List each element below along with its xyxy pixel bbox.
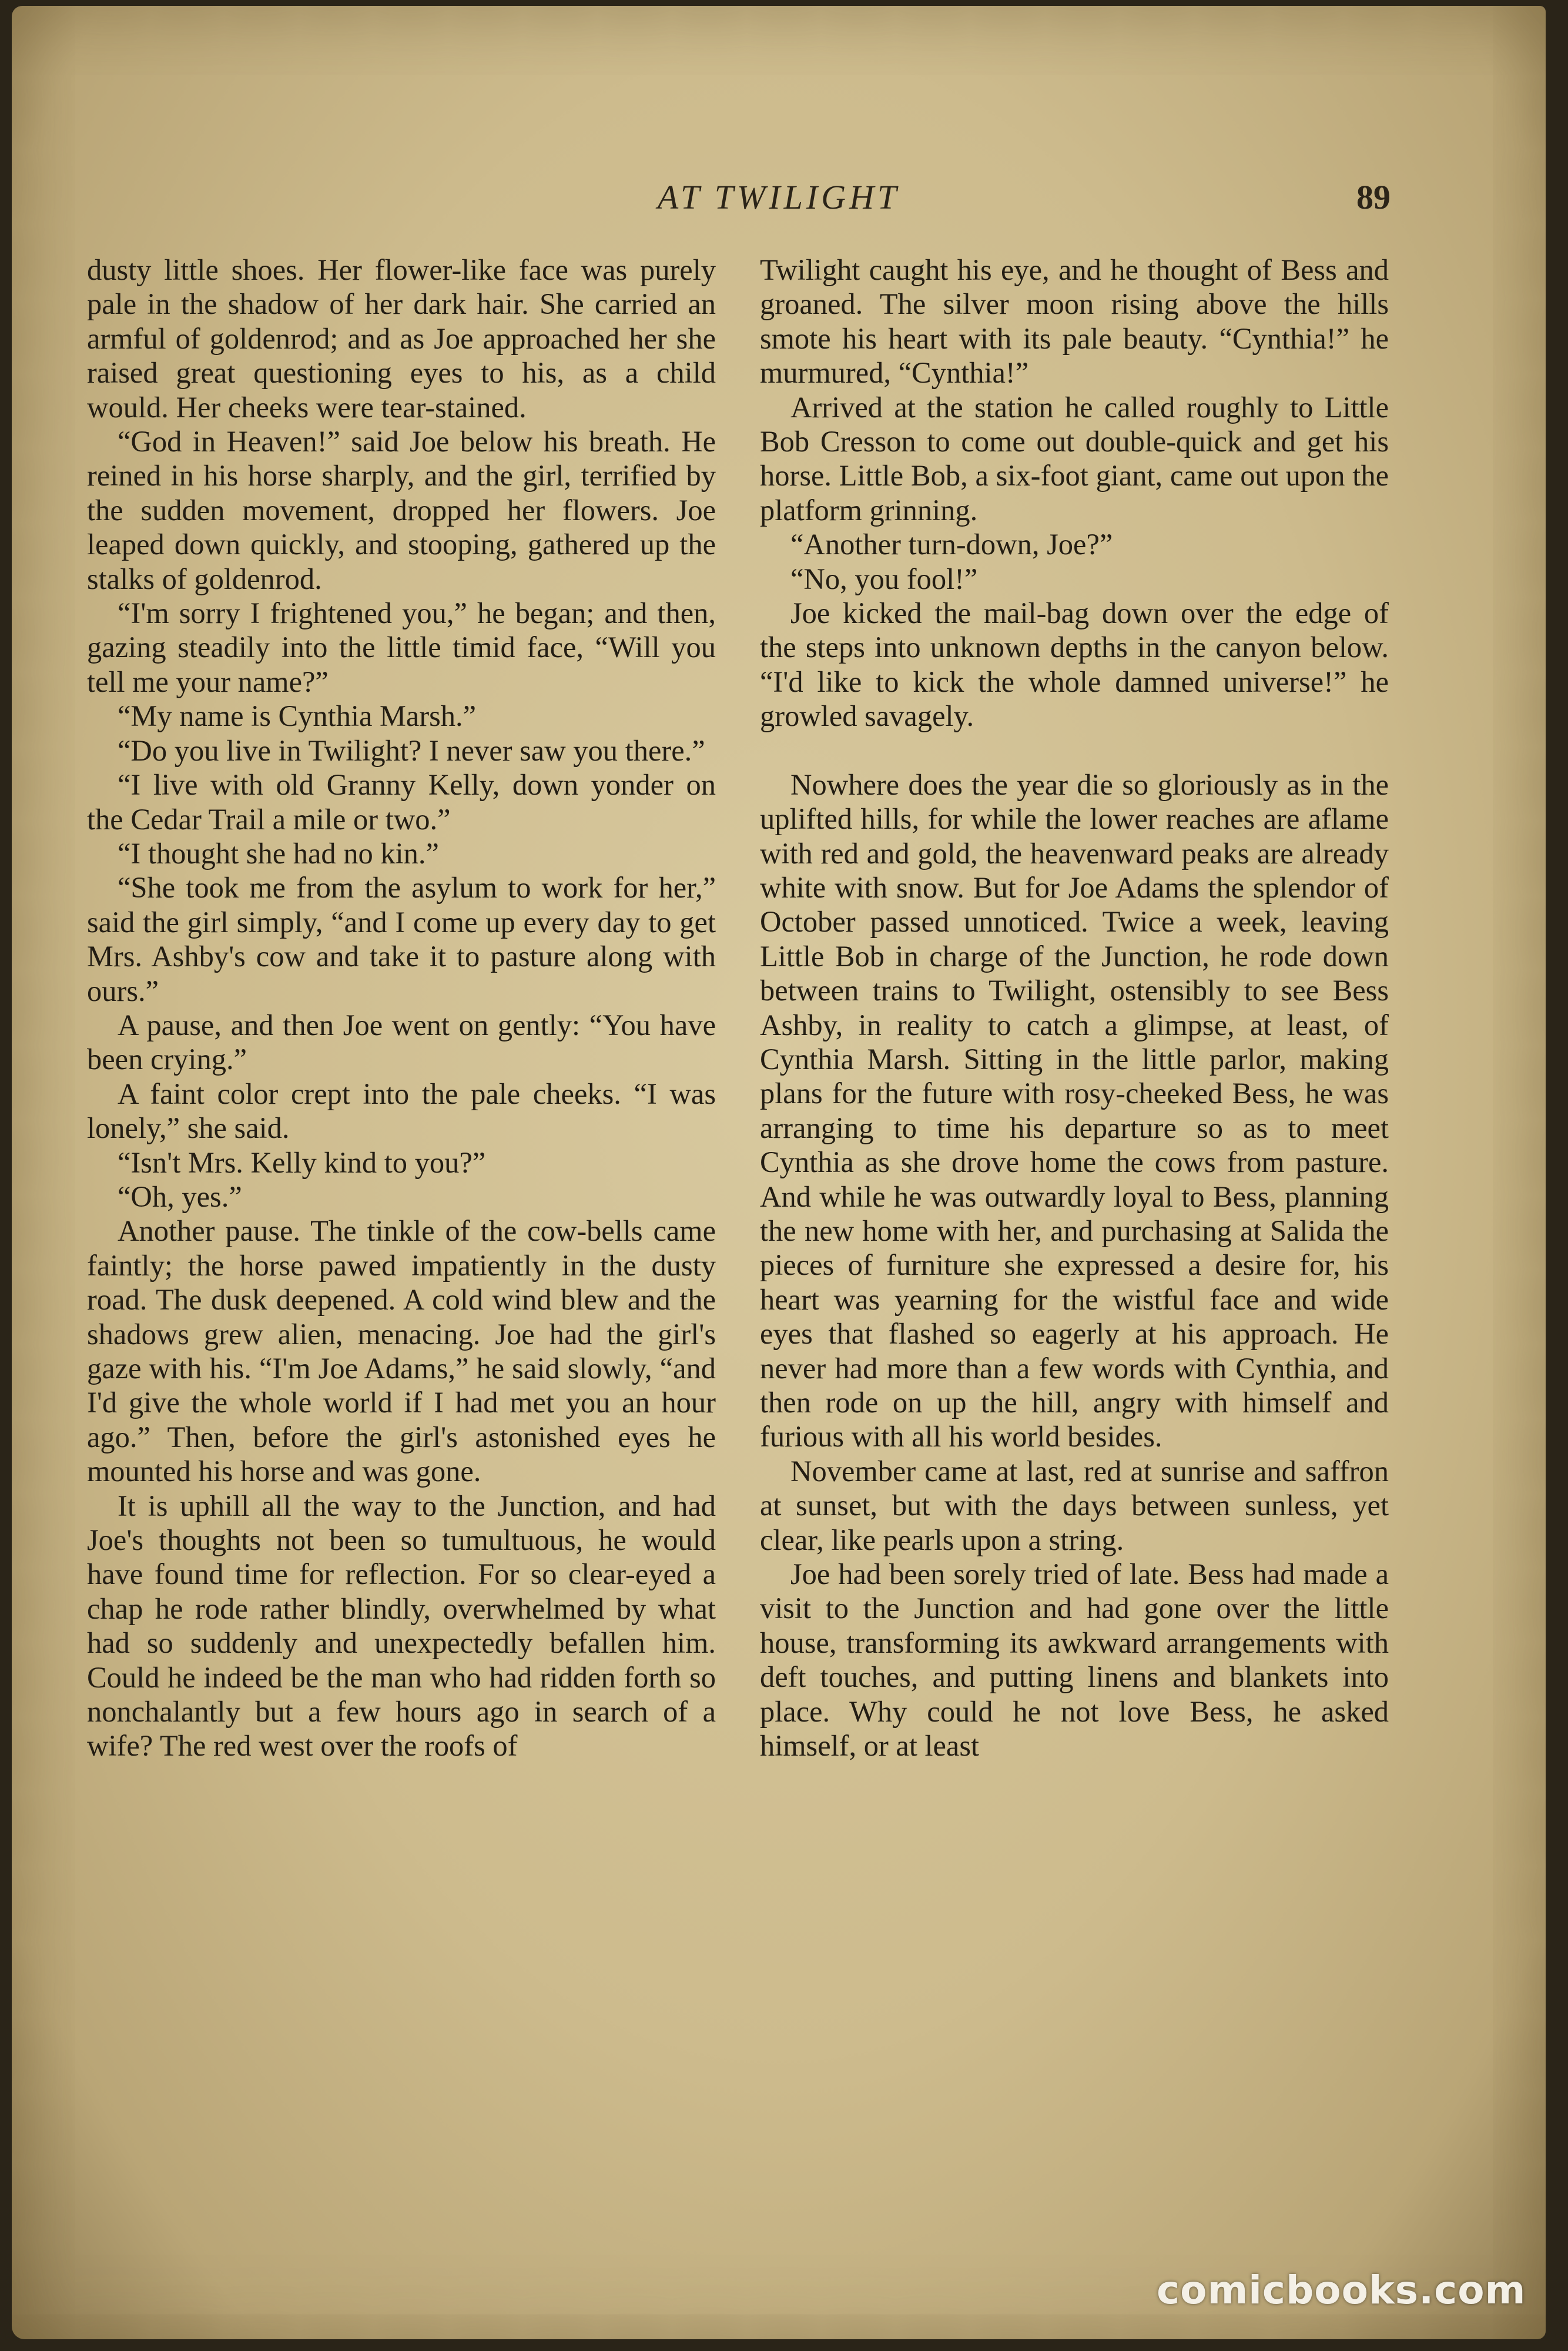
paragraph: dusty little shoes. Her flower-like face was purely pale in the shadow of her dark hair. She carried an armful of goldenrod; and as Joe approached her she raised great questioning eyes to his, as a child would. Her cheeks were tear-stained.: [87, 253, 716, 424]
site-watermark: comicbooks.com: [1157, 2268, 1526, 2313]
paragraph: “My name is Cynthia Marsh.”: [118, 699, 477, 733]
paragraph: “I live with old Granny Kelly, down yonder on the Cedar Trail a mile or two.”: [87, 768, 716, 836]
paragraph: It is uphill all the way to the Junction, and had Joe's thoughts not been so tumultuous, he would have found time for reflection. For so clear-eyed a chap he rode rather blindly, overwhelmed by what had so suddenly and unexpectedly befallen him. Could he indeed be the man who had ridden forth so nonchalantly but a few hours ago in search of a wife? The red west over the roofs of: [87, 1489, 716, 1763]
paragraph: “Oh, yes.”: [118, 1180, 242, 1213]
paragraph: Arrived at the station he called roughly to Little Bob Cresson to come out double-quick and get his horse. Little Bob, a six-foot giant, came out upon the platform grinning.: [760, 390, 1389, 527]
paragraph: Joe kicked the mail-bag down over the edge of the steps into unknown depths in the canyon below. “I'd like to kick the whole damned universe!” he growled savagely.: [760, 597, 1389, 733]
paragraph: “She took me from the asylum to work for her,” said the girl simply, “and I come up every day to get Mrs. Ashby's cow and take it to pasture along with ours.”: [87, 871, 716, 1007]
paragraph: “No, you fool!”: [790, 562, 978, 595]
paragraph: Another pause. The tinkle of the cow-bells came faintly; the horse pawed impatiently in the dusty road. The dusk deepened. A cold wind blew and the shadows grew alien, menacing. Joe had the girl's gaze with his. “I'm Joe Adams,” he said slowly, “and I'd give the whole world if I had met you an hour ago.” Then, before the girl's astonished eyes he mounted his horse and was gone.: [87, 1214, 716, 1488]
left-column: [87, 253, 716, 1763]
book-page: [12, 6, 1546, 2339]
page-number: 89: [1356, 178, 1391, 216]
paragraph: “Another turn-down, Joe?”: [790, 528, 1113, 561]
paragraph: “I thought she had no kin.”: [118, 836, 439, 870]
right-column: [760, 253, 1389, 1763]
paragraph: November came at last, red at sunrise and saffron at sunset, but with the days between sunless, yet clear, like pearls upon a string.: [760, 1454, 1389, 1556]
paragraph: “I'm sorry I frightened you,” he began; and then, gazing steadily into the little timid face, “Will you tell me your name?”: [87, 597, 716, 698]
paragraph: “Isn't Mrs. Kelly kind to you?”: [118, 1146, 486, 1179]
paragraph: “God in Heaven!” said Joe below his breath. He reined in his horse sharply, and the girl, terrified by the sudden movement, dropped her flowers. Joe leaped down quickly, and stooping, gathered up the stalks of goldenrod.: [87, 425, 716, 595]
paragraph: A faint color crept into the pale cheeks. “I was lonely,” she said.: [87, 1077, 716, 1145]
paragraph: Joe had been sorely tried of late. Bess had made a visit to the Junction and had gone over the little house, transforming its awkward arrangements with deft touches, and putting linens and blankets into place. Why could he not love Bess, he asked himself, or at least: [760, 1558, 1389, 1763]
running-head: AT TWILIGHT: [657, 178, 900, 216]
paragraph: “Do you live in Twilight? I never saw you there.”: [118, 734, 705, 767]
paragraph: Twilight caught his eye, and he thought of Bess and groaned. The silver moon rising above the hills smote his heart with its pale beauty. “Cynthia!” he murmured, “Cynthia!”: [760, 253, 1389, 390]
paragraph: Nowhere does the year die so gloriously as in the uplifted hills, for while the lower reaches are aflame with red and gold, the heavenward peaks are already white with snow. But for Joe Adams the splendor of October passed unnoticed. Twice a week, leaving Little Bob in charge of the Junction, he rode down between trains to Twilight, ostensibly to see Bess Ashby, in reality to catch a glimpse, at least, of Cynthia Marsh. Sitting in the little parlor, making plans for the future with rosy-cheeked Bess, he was arranging to time his departure so as to meet Cynthia as she drove home the cows from pasture. And while he was outwardly loyal to Bess, planning the new home with her, and purchasing at Salida the pieces of furniture she expressed a desire for, his heart was yearning for the wistful face and wide eyes that flashed so eagerly at his approach. He never had more than a few words with Cynthia, and then rode on up the hill, angry with himself and furious with all his world besides.: [760, 768, 1389, 1454]
paragraph: A pause, and then Joe went on gently: “You have been crying.”: [87, 1008, 716, 1076]
